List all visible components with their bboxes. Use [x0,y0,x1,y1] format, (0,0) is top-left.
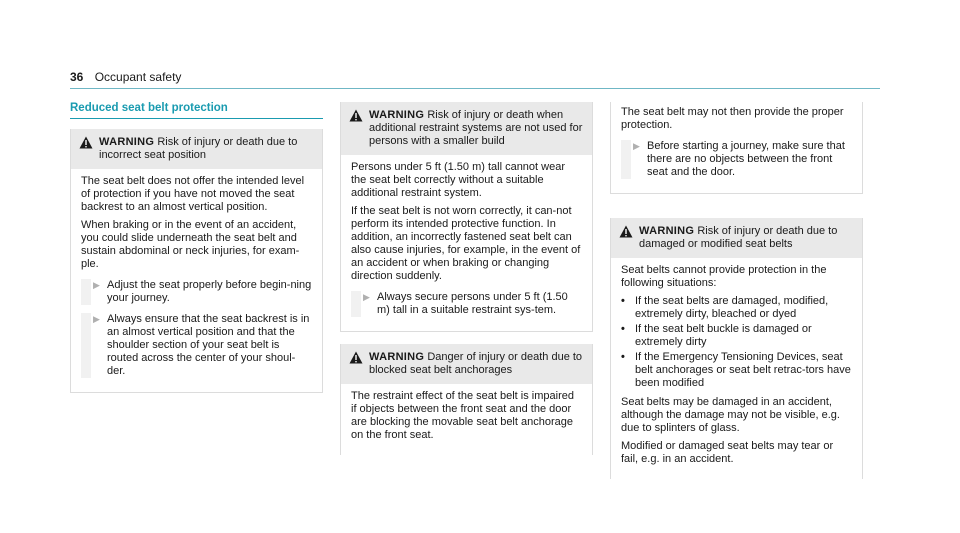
list-item [621,351,852,390]
paragraph: Seat belts cannot provide protection in the following situations: [621,264,827,289]
warning-header [341,102,592,155]
warning-label: WARNING [369,109,425,121]
warning-body [341,384,592,455]
arrow-icon: ▶ [363,292,370,302]
step-text: Always secure persons under 5 ft (1.50 m) tall in a suitable restraint sys-tem. [377,291,568,316]
warning-continuation-box [610,102,863,194]
warning-header [611,218,862,258]
warning-label: WARNING [99,136,155,148]
warning-text: Risk of injury or death due to incorrect seat position [99,136,298,161]
warning-icon [349,351,363,364]
instruction-step [81,279,312,305]
warning-text: Risk of injury or death when additional restraint systems are not used for persons with a smaller build [369,109,583,147]
warning-text: Risk of injury or death due to damaged or modified seat belts [639,225,838,250]
list-item-text: If the Emergency Tensioning Devices, seat belt anchorages or seat belt retrac-tors have been modified [635,351,851,389]
page-number: 36 [70,70,84,84]
step-text: Adjust the seat properly before begin-ning your journey. [107,279,312,304]
column-1 [70,102,323,393]
arrow-icon: ▶ [633,141,640,151]
paragraph: Persons under 5 ft (1.50 m) tall cannot wear the seat belt correctly without a suitable additional restraint system. [351,161,565,199]
step-text: Always ensure that the seat backrest is in an almost vertical position and that the shoulder section of your seat belt is routed across the center of your shoul-der. [107,313,310,377]
section-name: Occupant safety [94,70,182,84]
warning-label: WARNING [369,351,425,363]
list-item-text: If the seat belts are damaged, modified, extremely dirty, bleached or dyed [635,295,829,320]
warning-header [341,344,592,384]
section-title: Reduced seat belt protection [70,102,323,119]
instruction-step [81,313,312,378]
paragraph: The seat belt may not then provide the proper protection. [621,106,844,131]
bullet-list [621,295,852,390]
warning-text: Danger of injury or death due to blocked seat belt anchorages [369,351,583,376]
warning-icon [619,225,633,238]
bullet-icon: • [621,351,625,363]
warning-box-smaller-build [340,102,593,332]
paragraph: Seat belts may be damaged in an accident, although the damage may not be visible, e.g. due to splinters of glass. [621,396,840,434]
warning-body [71,169,322,392]
warning-body [611,258,862,479]
instruction-step [351,291,582,317]
warning-box-seat-position [70,129,323,393]
instruction-step [621,140,852,179]
bullet-icon: • [621,295,625,307]
warning-icon [79,136,93,149]
paragraph: When braking or in the event of an accident, you could slide underneath the seat belt and sustain abdominal or neck injuries, for exam-ple. [81,219,300,270]
column-3 [610,102,863,479]
paragraph: The restraint effect of the seat belt is impaired if objects between the front seat and the door are blocking the movable seat belt anchorage on the front seat. [351,390,574,441]
list-item [621,323,852,349]
list-item-text: If the seat belt buckle is damaged or extremely dirty [635,323,812,348]
warning-header [71,129,322,169]
column-2 [340,102,593,455]
arrow-icon: ▶ [93,314,100,324]
warning-box-damaged-belts [610,218,863,479]
warning-icon [349,109,363,122]
warning-box-blocked-anchorages [340,344,593,455]
paragraph: The seat belt does not offer the intended level of protection if you have not moved the seat backrest to an almost vertical position. [81,175,305,213]
paragraph: If the seat belt is not worn correctly, it can-not perform its intended protective function. In addition, an incorrectly fastened seat belt can also cause injuries, for example, in the event of an accident or when braking or changing direction suddenly. [351,205,581,282]
paragraph: Modified or damaged seat belts may tear or fail, e.g. in an accident. [621,440,834,465]
warning-body [341,155,592,331]
continuation-body [611,102,862,193]
step-text: Before starting a journey, make sure that there are no objects between the front seat and the door. [647,140,845,178]
bullet-icon: • [621,323,625,335]
header-rule [70,88,880,89]
list-item [621,295,852,321]
warning-label: WARNING [639,225,695,237]
arrow-icon: ▶ [93,280,100,290]
page-header [70,70,181,84]
